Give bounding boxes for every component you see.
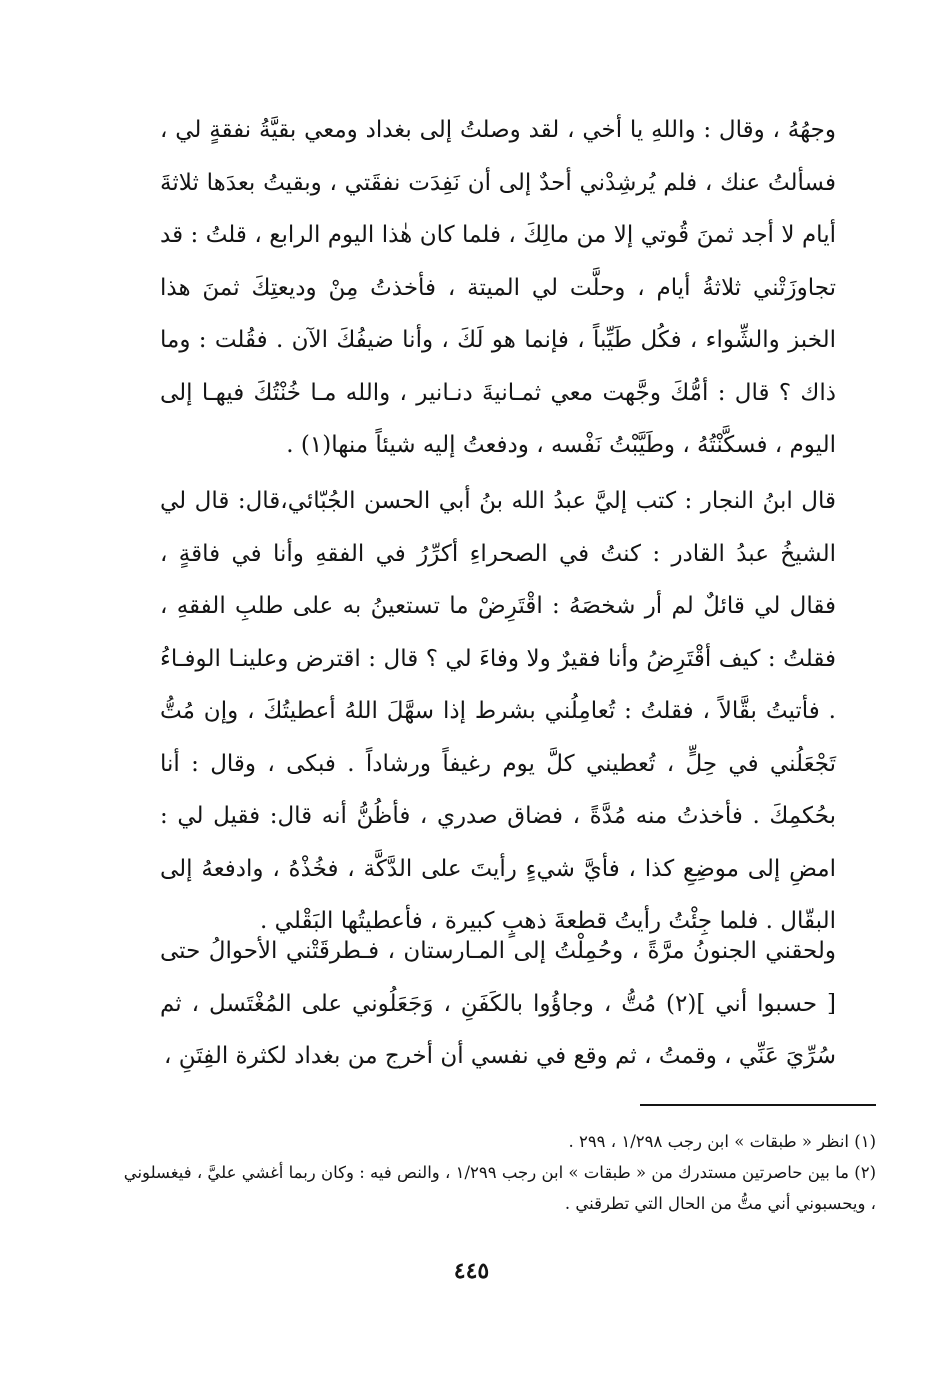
- body-paragraph-1: [160, 104, 836, 472]
- page-number: ٤٤٥: [453, 1258, 490, 1284]
- body-paragraph-2: [160, 475, 836, 948]
- paragraph-3-text: ولحقني الجنونُ مرَّةً ، وحُمِلْتُ إلى المـارستان ، فـطرقَتْني الأحوالُ حتى [ حسبوا أني ](٢) مُتُّ ، وجاؤُوا بالكَفَنِ ، وَجَعَلُوني على المُغْتَسل ، ثم سُرِّيَ عَنِّي ، وقمتُ ، ثم وقع في نفسي أن أخرج من بغداد لكثرة الفِتَنِ ،: [160, 938, 836, 1069]
- body-paragraph-3: [160, 925, 836, 1083]
- footnotes: [120, 1126, 876, 1219]
- paragraph-1-text: وجهُهُ ، وقال : واللهِ يا أخي ، لقد وصلتُ إلى بغداد ومعي بقيَّةُ نفقةٍ لي ، فسألتُ عنك ، فلم يُرشِدْني أحدٌ إلى أن نَفِدَت نفقَتي ، وبقيتُ بعدَها ثلاثةَ أيام لا أجد ثمنَ قُوتي إلا من مالِكَ ، فلما كان هٰذا اليوم الرابع ، قلتُ : قد تجاوزَتْني ثلاثةُ أيام ، وحلَّت لي الميتة ، فأخذتُ مِنْ وديعتِكَ ثمنَ هذا الخبز والشِّواء ، فكُل طَيِّباً ، فإنما هو لَكَ ، وأنا ضيفُكَ الآن . فقُلت : وما ذاك ؟ قال : أمُّكَ وجَّهت معي ثمـانيةَ دنـانير ، والله مـا خُنْتُكَ فيهـا إلى اليوم ، فسكَّنْتُهُ ، وطَيَّبْتُ نَفْسه ، ودفعتُ إليه شيئاً منها(١) .: [160, 117, 836, 458]
- footnote-2: (٢) ما بين حاصرتين مستدرك من « طبقات » ابن رجب ١/٢٩٩ ، والنص فيه : وكان ربما أغشي عليَّ ، فيغسلوني ، ويحسبوني أني متُّ من الحال التي تطرقني .: [123, 1163, 876, 1213]
- footnote-1: (١) انظر « طبقات » ابن رجب ١/٢٩٨ ، ٢٩٩ .: [568, 1132, 876, 1151]
- footnote-divider: [640, 1104, 876, 1106]
- paragraph-2-text: قال ابنُ النجار : كتب إليَّ عبدُ الله بنُ أبي الحسن الجُبّائي،قال: قال لي الشيخُ عبدُ القادر : كنتُ في الصحراءِ أكرِّرُ في الفقهِ وأنا في فاقةٍ ، فقال لي قائلٌ لم أر شخصَهُ : اقْتَرِضْ ما تستعينُ به على طلبِ الفقهِ ، فقلتُ : كيف أقْتَرِضُ وأنا فقيرٌ ولا وفاءَ لي ؟ قال : اقترض وعلينـا الوفـاءُ . فأتيتُ بقَّالاً ، فقلتُ : تُعامِلُني بشرط إذا سهَّلَ اللهُ أعطيتُكَ ، وإن مُتُّ تَجْعَلُني في حِلٍّ ، تُعطيني كلَّ يوم رغيفاً ورشاداً . فبكى ، وقال : أنا بحُكمِكَ . فأخذتُ منه مُدَّةً ، فضاق صدري ، فأظُنُّ أنه قال: فقيل لي : امضِ إلى موضِعِ كذا ، فأيَّ شيءٍ رأيتَ على الدَّكَّة ، فخُذْهُ ، وادفعهُ إلى البقّال . فلما جِئْتُ رأيتُ قطعةَ ذهبٍ كبيرة ، فأعطيتُها البَقْلي .: [160, 488, 836, 934]
